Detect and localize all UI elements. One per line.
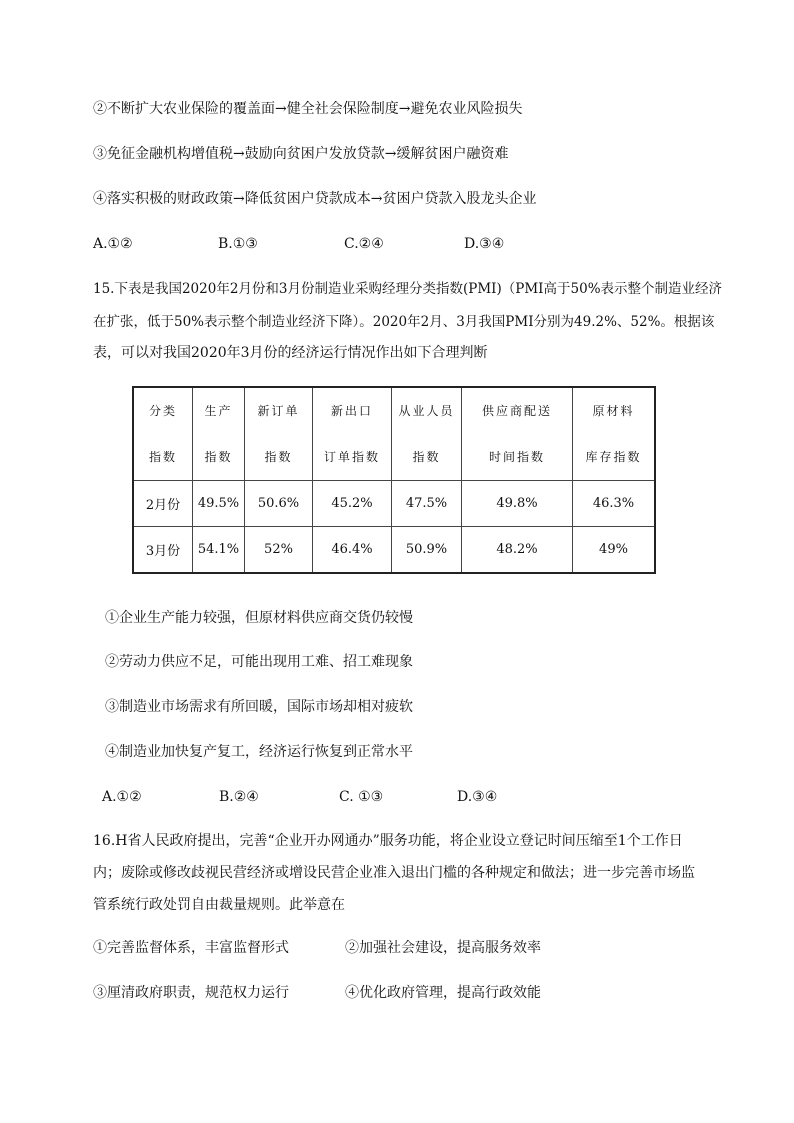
q14-option-c: C.②④: [344, 236, 384, 252]
header-cell-supplier-delivery: 供应商配送 时间指数: [462, 387, 573, 481]
q15-stem-line-1: 15.下表是我国2020年2月份和3月份制造业采购经理分类指数(PMI)（PMI高于50%表示整个制造业经济: [93, 281, 723, 297]
q14-item-3: ③免征金融机构增值税→鼓励向贫困户发放贷款→缓解贫困户融资难: [93, 146, 509, 162]
table-cell: 54.1%: [193, 527, 245, 574]
q15-item-2: ②劳动力供应不足，可能出现用工难、招工难现象: [105, 654, 413, 670]
q15-item-1: ①企业生产能力较强，但原材料供应商交货仍较慢: [105, 610, 413, 626]
table-cell: 47.5%: [392, 481, 462, 527]
q16-stem-line-2: 内；废除或修改歧视民营经济或增设民营企业准入退出门槛的各种规定和做法；进一步完善市场监: [93, 865, 695, 881]
header-cell-new-orders: 新订单 指数: [245, 387, 313, 481]
table-cell: 45.2%: [313, 481, 392, 527]
q14-item-2: ②不断扩大农业保险的覆盖面→健全社会保险制度→避免农业风险损失: [93, 101, 523, 117]
q15-option-d: D.③④: [457, 789, 498, 805]
table-cell: 50.9%: [392, 527, 462, 574]
table-cell: 49.5%: [193, 481, 245, 527]
q15-item-3: ③制造业市场需求有所回暖，国际市场却相对疲软: [105, 699, 413, 715]
table-cell: 2月份: [133, 481, 193, 527]
q16-item-1: ①完善监督体系，丰富监督形式: [93, 940, 289, 956]
table-cell: 46.3%: [573, 481, 656, 527]
header-cell-raw-material: 原材料 库存指数: [573, 387, 656, 481]
table-row: [133, 527, 655, 574]
q16-stem-line-1: 16.H省人民政府提出，完善“企业开办网通办”服务功能，将企业设立登记时间压缩至1个工作日: [93, 833, 683, 849]
q15-item-4: ④制造业加快复产复工，经济运行恢复到正常水平: [105, 744, 413, 760]
table-cell: 49.8%: [462, 481, 573, 527]
q15-stem-line-3: 表，可以对我国2020年3月份的经济运行情况作出如下合理判断: [93, 345, 488, 361]
q16-item-4: ④优化政府管理，提高行政效能: [345, 985, 541, 1001]
table-cell: 3月份: [133, 527, 193, 574]
table-cell: 46.4%: [313, 527, 392, 574]
header-cell-production: 生产 指数: [193, 387, 245, 481]
table-cell: 52%: [245, 527, 313, 574]
q16-item-3: ③厘清政府职责，规范权力运行: [93, 985, 289, 1001]
header-cell-category: 分类 指数: [133, 387, 193, 481]
q15-option-b: B.②④: [219, 789, 259, 805]
q14-option-b: B.①③: [218, 236, 258, 252]
table-header-row: [133, 387, 655, 481]
table-cell: 49%: [573, 527, 656, 574]
q14-option-a: A.①②: [93, 236, 133, 252]
header-cell-employment: 从业人员 指数: [392, 387, 462, 481]
table-cell: 50.6%: [245, 481, 313, 527]
q16-stem-line-3: 管系统行政处罚自由裁量规则。此举意在: [93, 897, 345, 913]
q15-option-c: C. ①③: [339, 789, 384, 805]
table-row: [133, 481, 655, 527]
q15-stem-line-2: 在扩张，低于50%表示整个制造业经济下降）。2020年2月、3月我国PMI分别为49.2%、52%。根据该: [93, 314, 715, 330]
q14-item-4: ④落实积极的财政政策→降低贫困户贷款成本→贫困户贷款入股龙头企业: [93, 191, 537, 207]
q15-option-a: A.①②: [102, 789, 142, 805]
table-cell: 48.2%: [462, 527, 573, 574]
q16-item-2: ②加强社会建设，提高服务效率: [345, 940, 541, 956]
header-cell-new-export-orders: 新出口 订单指数: [313, 387, 392, 481]
pmi-table: [132, 386, 656, 574]
q14-option-d: D.③④: [464, 236, 505, 252]
